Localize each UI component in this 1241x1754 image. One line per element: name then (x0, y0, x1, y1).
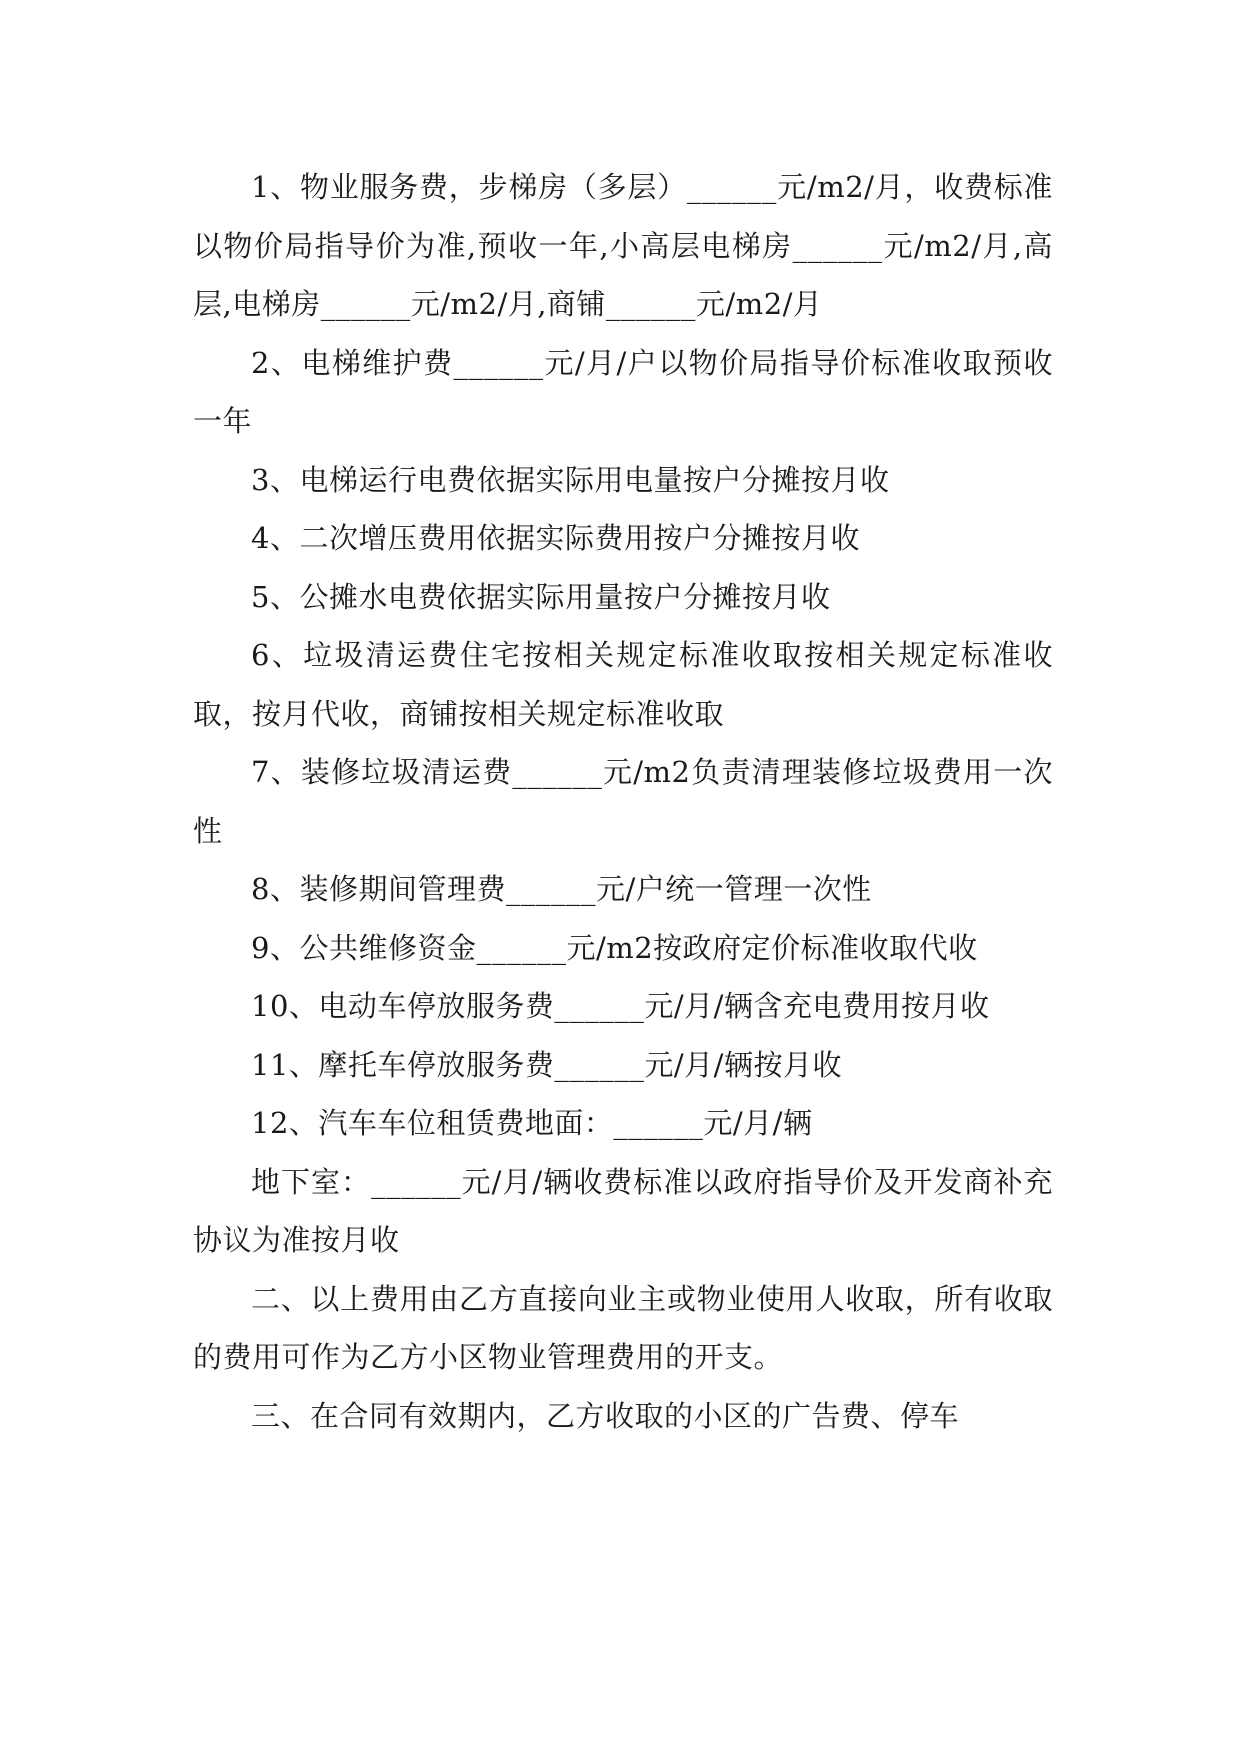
paragraph-fee-4-water-pressurization: 4、二次增压费用依据实际费用按户分摊按月收 (251, 521, 860, 555)
paragraph-fee-1-property-service: 1、物业服务费，步梯房（多层）______元/m2/月，收费标准以物价局指导价为准,预收一年,小高层电梯房______元/m2/月,高层,电梯房______元/m2/月,商铺______元/m2/月 (193, 170, 1053, 321)
paragraph-section-2: 二、以上费用由乙方直接向业主或物业使用人收取，所有收取的费用可作为乙方小区物业管理费用的开支。 (193, 1281, 1053, 1374)
paragraph-fee-8-renovation-management: 8、装修期间管理费______元/户统一管理一次性 (251, 872, 872, 906)
paragraph-fee-10-ebike-parking: 10、电动车停放服务费______元/月/辆含充电费用按月收 (251, 989, 990, 1023)
paragraph-car-parking-basement: 地下室：______元/月/辆收费标准以政府指导价及开发商补充协议为准按月收 (193, 1164, 1053, 1257)
paragraph-fee-2-elevator-maintenance: 2、电梯维护费______元/月/户以物价局指导价标准收取预收一年 (193, 345, 1053, 438)
paragraph-fee-5-shared-utilities: 5、公摊水电费依据实际用量按户分摊按月收 (251, 579, 831, 614)
paragraph-fee-7-renovation-garbage: 7、装修垃圾清运费______元/m2负责清理装修垃圾费用一次性 (193, 755, 1053, 848)
paragraph-fee-9-maintenance-fund: 9、公共维修资金______元/m2按政府定价标准收取代收 (251, 930, 978, 965)
paragraph-section-3: 三、在合同有效期内，乙方收取的小区的广告费、停车 (251, 1398, 960, 1433)
paragraph-fee-12-car-parking-ground: 12、汽车车位租赁费地面：______元/月/辆 (251, 1106, 813, 1140)
paragraph-fee-3-elevator-electricity: 3、电梯运行电费依据实际用电量按户分摊按月收 (251, 462, 890, 497)
paragraph-fee-11-motorcycle-parking: 11、摩托车停放服务费______元/月/辆按月收 (251, 1047, 842, 1082)
paragraph-fee-6-garbage-removal: 6、垃圾清运费住宅按相关规定标准收取按相关规定标准收取，按月代收，商铺按相关规定标准收取 (193, 638, 1053, 731)
document-body (193, 158, 1053, 1445)
